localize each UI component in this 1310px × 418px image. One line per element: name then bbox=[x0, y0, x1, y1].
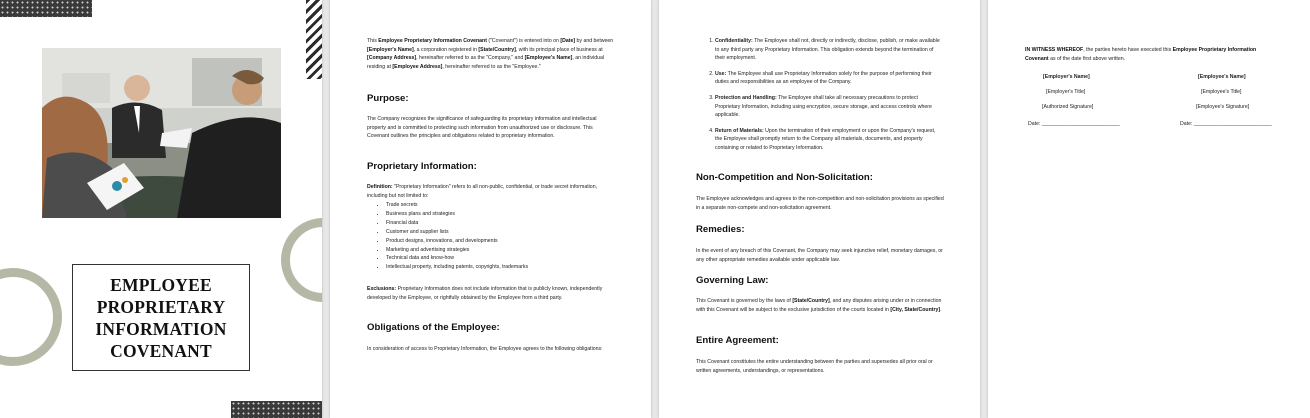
list-item: • Product designs, innovations, and developments bbox=[386, 237, 528, 246]
employer-title: [Employer's Title] bbox=[1046, 89, 1086, 95]
dot-pattern-top bbox=[0, 0, 92, 17]
document-page-3 bbox=[659, 0, 980, 418]
employee-date: Date: ___________________________ bbox=[1180, 121, 1272, 127]
entire-agreement-paragraph: This Covenant constitutes the entire understanding between the parties and supersedes all prior oral or written agreements, understandings, or representations. bbox=[696, 359, 933, 374]
arc-decoration-right bbox=[281, 218, 322, 302]
employer-date: Date: ___________________________ bbox=[1028, 121, 1120, 127]
list-item: • Financial data bbox=[386, 219, 528, 228]
obligations-paragraph: In consideration of access to Proprietary Information, the Employee agrees to the following obligations: bbox=[367, 346, 603, 352]
intro-paragraph: This Employee Proprietary Information Covenant ("Covenant") is entered into on [Date] by and between [Employer's Name], a corporation registered in [State/Country], with its principal place of business at [Company Address], hereinafter referred to as the "Company," and [Employee's Name], an individual residing at [Employee Address], hereinafter referred to as the "Employee." bbox=[367, 38, 614, 70]
list-item: • Intellectual property, including patents, copyrights, trademarks bbox=[386, 263, 528, 272]
list-item: • Business plans and strategies bbox=[386, 210, 528, 219]
non-competition-heading: Non-Competition and Non-Solicitation: bbox=[696, 172, 873, 183]
list-item: • Trade secrets bbox=[386, 201, 528, 210]
definition-paragraph: Definition: "Proprietary Information" refers to all non-public, confidential, or trade secret information, including but not limited to: bbox=[367, 184, 598, 199]
exclusions-paragraph: Exclusions: Proprietary Information does not include information that is publicly known, independently developed by the Employee, or rightfully obtained by the Employee from a third party. bbox=[367, 286, 603, 301]
remedies-heading: Remedies: bbox=[696, 224, 745, 235]
cover-title-line-3: INFORMATION bbox=[95, 318, 227, 339]
cover-title-line-4: COVENANT bbox=[110, 340, 212, 361]
purpose-heading: Purpose: bbox=[367, 93, 409, 104]
office-meeting-photo bbox=[42, 48, 281, 218]
list-item: 3. Protection and Handling: The Employee shall take all necessary precautions to protect Proprietary Information, including using encryption, secure storage, and access controls where applicable. bbox=[715, 94, 944, 120]
cover-title-line-1: EMPLOYEE bbox=[110, 274, 212, 295]
entire-agreement-heading: Entire Agreement: bbox=[696, 335, 779, 346]
cover-title-box bbox=[72, 264, 250, 371]
arc-decoration-left bbox=[0, 268, 62, 366]
stripe-pattern bbox=[306, 0, 322, 79]
list-item: 1. Confidentiality: The Employee shall not, directly or indirectly, disclose, publish, or make available to any third party any Proprietary Information. This obligation extends beyond the termination of their employment. bbox=[715, 37, 944, 63]
cover-page bbox=[0, 0, 322, 418]
proprietary-info-heading: Proprietary Information: bbox=[367, 161, 477, 172]
purpose-paragraph: The Company recognizes the significance of safeguarding its proprietary information and intellectual property and is committed to protecting such information from unauthorized use or disclosure. This Covenant outlines the principles and obligations related to proprietary information. bbox=[367, 116, 597, 140]
remedies-paragraph: In the event of any breach of this Covenant, the Company may seek injunctive relief, monetary damages, or any other appropriate remedies available under applicable law. bbox=[696, 248, 943, 263]
governing-law-paragraph: This Covenant is governed by the laws of [State/Country], and any disputes arising under or in connection with this Covenant will be subject to the exclusive jurisdiction of the courts located in [City, State/Country]. bbox=[696, 298, 942, 313]
document-page-4 bbox=[988, 0, 1310, 418]
cover-title-line-2: PROPRIETARY bbox=[96, 296, 226, 317]
list-item: • Marketing and advertising strategies bbox=[386, 246, 528, 255]
non-competition-paragraph: The Employee acknowledges and agrees to the non-competition and non-solicitation provisions as specified in a separate non-compete and non-solicitation agreement. bbox=[696, 196, 944, 211]
employer-signature: [Authorized Signature] bbox=[1042, 104, 1094, 110]
employee-signature: [Employee's Signature] bbox=[1196, 104, 1250, 110]
dot-pattern-bottom bbox=[231, 401, 322, 418]
document-page-2 bbox=[330, 0, 651, 418]
employee-title: [Employee's Title] bbox=[1201, 89, 1242, 95]
employer-name: [Employer's Name] bbox=[1043, 74, 1090, 80]
list-item: • Customer and supplier lists bbox=[386, 228, 528, 237]
proprietary-info-list bbox=[378, 201, 528, 272]
obligations-list bbox=[705, 37, 944, 160]
governing-law-heading: Governing Law: bbox=[696, 275, 769, 286]
list-item: 2. Use: The Employee shall use Proprietary Information solely for the purpose of performing their duties and responsibilities as an employee of the Company. bbox=[715, 70, 944, 87]
witness-paragraph: IN WITNESS WHEREOF, the parties hereto have executed this Employee Proprietary Information Covenant as of the date first above written. bbox=[1025, 47, 1257, 62]
list-item: • Technical data and know-how bbox=[386, 254, 528, 263]
list-item: 4. Return of Materials: Upon the termination of their employment or upon the Company's request, the Employee shall promptly return to the Company all materials, documents, and property containing or related to Proprietary Information. bbox=[715, 127, 944, 153]
obligations-heading: Obligations of the Employee: bbox=[367, 322, 500, 333]
employee-name: [Employee's Name] bbox=[1198, 74, 1246, 80]
